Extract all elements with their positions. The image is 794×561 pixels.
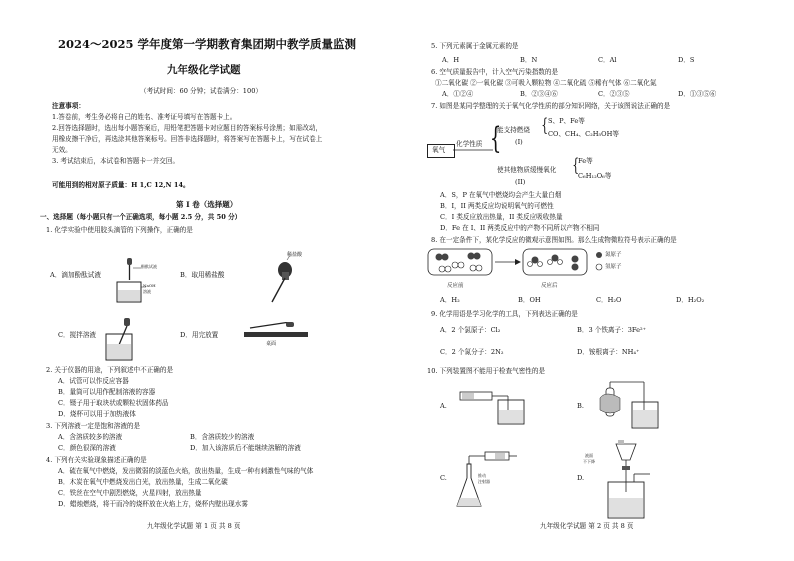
q5-option-a: A．H — [442, 56, 460, 64]
exam-subtitle: 九年级化学试题 — [167, 64, 241, 76]
q10-option-b: B. — [577, 402, 584, 410]
q8-option-d: D．H₂O₂ — [676, 296, 705, 304]
notes-heading: 注意事项： — [52, 102, 85, 110]
q3-option-b: B．含溶质较少的溶液 — [190, 433, 255, 441]
note-line: 1.答卷前，考生务必将自己的姓名、准考证号填写在答题卡上。 — [52, 113, 237, 121]
q10-stem: 10. 下列装置图不能用于检查气密性的是 — [427, 367, 546, 375]
support-number: (I) — [515, 138, 523, 146]
label-phenol: 酚酞试液 — [141, 264, 157, 269]
q6-option-b: B．②③④⑥ — [520, 90, 558, 98]
reaction-microscopic-diagram — [427, 247, 607, 279]
q7-stem: 7. 如图是某同学整理的关于氧气化学性质的部分知识网络，关于该图说法正确的是 — [431, 102, 671, 110]
label-naoh-solution: 溶液 — [143, 289, 151, 294]
q1-option-a: A．滴加酚酞试液 — [50, 271, 101, 279]
oxygen-label: 氧气 — [432, 146, 446, 154]
q7-option-b: B．I，II 两类反应均说明氧气的可燃性 — [440, 202, 554, 210]
q10-option-a: A. — [440, 402, 447, 410]
q6-option-c: C．②③⑤ — [598, 90, 630, 98]
slow-items-1: Fe等 — [578, 157, 593, 165]
q9-option-c: C．2 个氮分子：2N₂ — [440, 348, 504, 356]
q8-option-a: A．H₂ — [440, 296, 460, 304]
note-line: 3. 考试结束后，本试卷和答题卡一并交回。 — [52, 157, 180, 165]
q8-option-b: B．OH — [518, 296, 541, 304]
q5-stem: 5. 下列元素属于金属元素的是 — [431, 42, 519, 50]
atomic-masses: 可能用到的相对原子质量：H 1,C 12,N 14。 — [52, 181, 190, 189]
q3-option-c: C．颜色很深的溶液 — [58, 444, 116, 452]
q10-option-c: C. — [440, 474, 447, 482]
exam-info: （考试时间：60 分钟；试卷满分：100） — [140, 87, 262, 95]
dropper-hcl-illustration — [258, 256, 308, 306]
support-items-1: S、P、Fe等 — [548, 117, 585, 125]
support-items-2: CO、CH₄、C₂H₅OH等 — [548, 130, 619, 138]
q6-option-d: D．①③⑤⑥ — [678, 90, 717, 98]
q10-option-d: D. — [577, 474, 585, 482]
q8-stem: 8. 在一定条件下，某化学反应的微观示意图如图。那么生成物微粒符号表示正确的是 — [431, 236, 677, 244]
knowledge-net-lines — [453, 125, 493, 185]
q4-option-d: D．蜡烛燃烧，将干而冷的烧杯放在火焰上方，烧杯内壁出现水雾 — [58, 500, 248, 508]
q1-option-b: B．取用稀盐酸 — [180, 271, 225, 279]
q7-option-c: C．I 类反应放出热量，II 类反应吸收热量 — [440, 213, 563, 221]
q2-stem: 2. 关于仪器的用途，下列叙述中不正确的是 — [46, 366, 174, 374]
funnel-bottle-apparatus — [598, 440, 658, 522]
q3-option-a: A．含溶质较多的溶液 — [58, 433, 123, 441]
slow-oxidation-number: (II) — [515, 178, 526, 186]
right-page-footer: 九年级化学试题 第 2 页 共 8 页 — [540, 522, 634, 530]
q3-option-d: D．加入该溶质后不能继续溶解的溶液 — [190, 444, 301, 452]
label-syringe: 注射器 — [478, 479, 490, 484]
support-brace: { — [541, 115, 549, 136]
q4-stem: 4. 下列有关实验现象描述正确的是 — [46, 456, 147, 464]
q4-option-b: B．木炭在氧气中燃烧发出白光，放出热量，生成二氧化碳 — [58, 478, 228, 486]
part-title: 第 I 卷（选择题） — [176, 200, 238, 209]
q8-option-c: C．H₂O — [596, 296, 622, 304]
label-push: 推动 — [478, 473, 486, 478]
q3-stem: 3. 下列溶液一定是饱和溶液的是 — [46, 422, 141, 430]
q2-option-c: C．镊子用于取块状或颗粒状固体药品 — [58, 399, 169, 407]
label-hcl: 稀盐酸 — [287, 252, 303, 258]
q7-option-d: D．Fe 在 I、II 两类反应中的产物不同所以产物不相同 — [440, 224, 600, 232]
label-liquid-level: 液面 — [585, 453, 593, 458]
q2-option-b: B．量筒可以用作配制溶液的容器 — [58, 388, 156, 396]
q9-stem: 9. 化学用语是学习化学的工具，下列表达正确的是 — [431, 310, 578, 318]
q1-stem: 1. 化学实验中使用胶头滴管的下列操作，正确的是 — [46, 226, 193, 234]
exam-title: 2024～2025 学年度第一学期教育集团期中教学质量监测 — [58, 37, 357, 51]
q6-option-a: A．①②④ — [442, 90, 474, 98]
q2-option-a: A．试管可以作反应容器 — [58, 377, 129, 385]
slow-items-2: C₆H₁₂O₆等 — [578, 172, 612, 180]
q2-option-d: D．烧杯可以用于加热液体 — [58, 410, 136, 418]
label-not-drop: 不下降 — [583, 459, 595, 464]
q4-option-a: A．硫在氧气中燃烧，发出微弱的淡蓝色火焰，放出热量，生成一种有刺激性气味的气体 — [58, 467, 314, 475]
slow-brace: { — [572, 155, 580, 176]
q9-option-b: B．3 个铁离子：3Fe²⁺ — [577, 326, 647, 334]
label-before: 反应前 — [447, 283, 464, 289]
q5-option-b: B．N — [520, 56, 538, 64]
legend-nitrogen: 氮原子 — [605, 252, 622, 258]
left-page-footer: 九年级化学试题 第 1 页 共 8 页 — [147, 522, 241, 530]
q6-stem: 6. 空气质量报告中，计入空气污染指数的是 — [431, 68, 559, 76]
q9-option-d: D．铵根离子：NH₄⁺ — [577, 348, 640, 356]
note-line: 用橡皮擦干净后，再选涂其他答案标号。回答非选择题时，将答案写在答题卡上，写在试卷上 — [52, 135, 323, 143]
main-brace: { — [489, 121, 502, 156]
note-line: 2.回答选择题时，选出每小题答案后，用铅笔把答题卡对应题目的答案标号涂黑；如需改动， — [52, 124, 323, 132]
q5-option-c: C．Al — [598, 56, 617, 64]
q5-option-d: D．S — [678, 56, 695, 64]
q4-option-c: C．铁丝在空气中剧烈燃烧，火星四射，放出热量 — [58, 489, 202, 497]
note-line: 无效。 — [52, 146, 72, 154]
q7-option-a: A．S，P 在氧气中燃烧均会产生大量白烟 — [440, 191, 562, 199]
q6-items: ①二氧化碳 ②一氧化碳 ③可吸入颗粒物 ④二氧化硫 ⑤稀有气体 ⑥二氧化氮 — [435, 79, 657, 87]
q9-option-a: A．2 个氯原子：Cl₂ — [440, 326, 501, 334]
support-label: 能支持燃烧 — [497, 126, 530, 134]
label-naoh: NaOH — [143, 283, 156, 288]
label-after: 反应后 — [541, 283, 558, 289]
q1-option-d: D．用完放置 — [180, 331, 219, 339]
syringe-bottle-apparatus — [458, 378, 538, 428]
q1-option-c: C．搅拌溶液 — [58, 331, 97, 339]
chem-prop-label: 化学性质 — [456, 140, 483, 148]
stir-dropper-illustration — [100, 318, 146, 362]
section-title: 一、选择题（每小题只有一个正确选项，每小题 2.5 分，共 50 分） — [40, 213, 242, 221]
slow-oxidation-label: 使其他物质缓慢氧化 — [497, 166, 557, 174]
legend-hydrogen: 氢原子 — [605, 264, 622, 270]
hand-tube-beaker-apparatus — [596, 378, 676, 432]
label-desk: 桌面 — [266, 341, 277, 347]
